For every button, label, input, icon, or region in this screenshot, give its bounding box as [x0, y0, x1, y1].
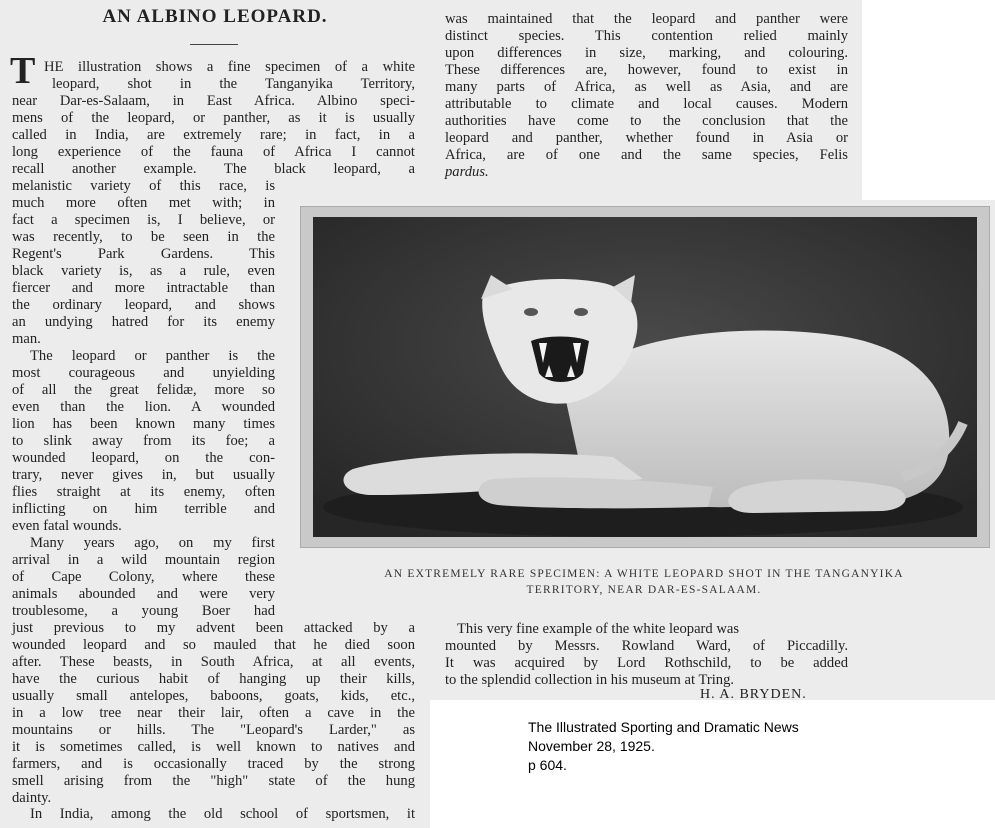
citation-line: p 604.	[528, 757, 567, 773]
citation-line: The Illustrated Sporting and Dramatic News	[528, 719, 799, 735]
left-column-line: after. These beasts, in South Africa, at all events,	[12, 654, 415, 670]
article-title: AN ALBINO LEOPARD.	[102, 6, 328, 27]
left-column-line: flies straight at its enemy, often	[12, 484, 275, 500]
left-column-line: inflicting on him terrible and	[12, 501, 275, 517]
right-column-line: This very fine example of the white leopard was	[457, 621, 740, 637]
author-signature: H. A. BRYDEN.	[700, 687, 807, 702]
photo-frame	[300, 206, 990, 548]
right-column-line: distinct species. This contention relied mainly	[445, 28, 848, 44]
right-column-line: leopard and panther, whether found in Asia or	[445, 130, 848, 146]
left-column-line: it is sometimes called, is well known to natives and	[12, 739, 415, 755]
right-column-line: Africa, are of one and the same species, Felis	[445, 147, 848, 163]
left-column-line: In India, among the old school of sportsmen, it	[30, 806, 415, 822]
caption-line: TERRITORY, NEAR DAR-ES-SALAAM.	[526, 584, 762, 596]
right-column-line: to the splendid collection in his museum at Tring.	[445, 672, 735, 688]
drop-cap: T	[10, 50, 36, 92]
left-column-line: mens of the leopard, or panther, as it is usually	[12, 110, 415, 126]
left-column-line: leopard, shot in the Tanganyika Territory,	[52, 76, 415, 92]
left-column-line: fact a specimen is, I believe, or	[12, 212, 275, 228]
white-leopard-photo	[313, 217, 977, 537]
left-column-line: HE illustration shows a fine specimen of a white	[44, 59, 415, 75]
left-column-line: wounded leopard and so mauled that he died soon	[12, 637, 415, 653]
right-column-line: These differences are, however, found to exist in	[445, 62, 848, 78]
left-column-line: of Cape Colony, where these	[12, 569, 275, 585]
right-column-line: was maintained that the leopard and panther were	[445, 11, 848, 27]
right-column-line: attributable to climate and local causes. Modern	[445, 96, 848, 112]
left-column-line: even than the lion. A wounded	[12, 399, 275, 415]
left-column-line: an undying hatred for its enemy	[12, 314, 275, 330]
leopard-illustration	[313, 217, 977, 537]
left-column-line: the ordinary leopard, and shows	[12, 297, 275, 313]
right-column-line: mounted by Messrs. Rowland Ward, of Piccadilly.	[445, 638, 848, 654]
left-column-line: melanistic variety of this race, is	[12, 178, 275, 194]
left-column-line: Many years ago, on my first	[30, 535, 275, 551]
source-citation	[528, 718, 799, 775]
right-column-line: pardus.	[445, 164, 489, 180]
left-column-line: lion has been known many times	[12, 416, 275, 432]
left-column-line: near Dar-es-Salaam, in East Africa. Albino speci-	[12, 93, 415, 109]
right-column-line: authorities have come to the conclusion that the	[445, 113, 848, 129]
left-column-line: smell arising from the "high" state of the hung	[12, 773, 415, 789]
caption-line: AN EXTREMELY RARE SPECIMEN: A WHITE LEOPARD SHOT IN THE TANGANYIKA	[384, 568, 904, 580]
left-column-line: most courageous and unyielding	[12, 365, 275, 381]
right-column-line: upon differences in size, marking, and colouring.	[445, 45, 848, 61]
page-margin	[862, 0, 995, 200]
left-column-line: mountains or hills. The "Leopard's Larder," as	[12, 722, 415, 738]
left-column-line: much more often met with; in	[12, 195, 275, 211]
left-column-line: trary, never gives in, but usually	[12, 467, 275, 483]
left-column-line: of all the great felidæ, more so	[12, 382, 275, 398]
left-column-line: arrival in a wild mountain region	[12, 552, 275, 568]
left-column-line: to slink away from its foe; a	[12, 433, 275, 449]
left-column-line: Regent's Park Gardens. This	[12, 246, 275, 262]
left-column-line: fiercer and more intractable than	[12, 280, 275, 296]
left-column-line: man.	[12, 331, 41, 347]
left-column-line: called in India, are extremely rare; in fact, in a	[12, 127, 415, 143]
left-column-line: dainty.	[12, 790, 52, 806]
left-column-line: wounded leopard, on the con-	[12, 450, 275, 466]
left-column-line: was recently, to be seen in the	[12, 229, 275, 245]
left-column-line: farmers, and is occasionally traced by the strong	[12, 756, 415, 772]
left-column-line: in a low tree near their lair, often a cave in the	[12, 705, 415, 721]
right-column-line: many parts of Africa, as well as Asia, and are	[445, 79, 848, 95]
left-column-line: The leopard or panther is the	[30, 348, 275, 364]
citation-line: November 28, 1925.	[528, 738, 655, 754]
left-column-line: even fatal wounds.	[12, 518, 122, 534]
left-column-line: long experience of the fauna of Africa I cannot	[12, 144, 415, 160]
left-column-line: black variety is, as a rule, even	[12, 263, 275, 279]
photo-caption	[300, 566, 988, 598]
title-rule	[190, 44, 238, 45]
left-column-line: animals abounded and were very	[12, 586, 275, 602]
left-column-line: usually small antelopes, baboons, goats, kids, etc.,	[12, 688, 415, 704]
left-column-line: have the curious habit of hanging up their kills,	[12, 671, 415, 687]
right-column-line: It was acquired by Lord Rothschild, to be added	[445, 655, 848, 671]
left-column-line: troublesome, a young Boer had	[12, 603, 275, 619]
left-column-line: recall another example. The black leopard, a	[12, 161, 415, 177]
left-column-line: just previous to my advent been attacked by a	[12, 620, 415, 636]
